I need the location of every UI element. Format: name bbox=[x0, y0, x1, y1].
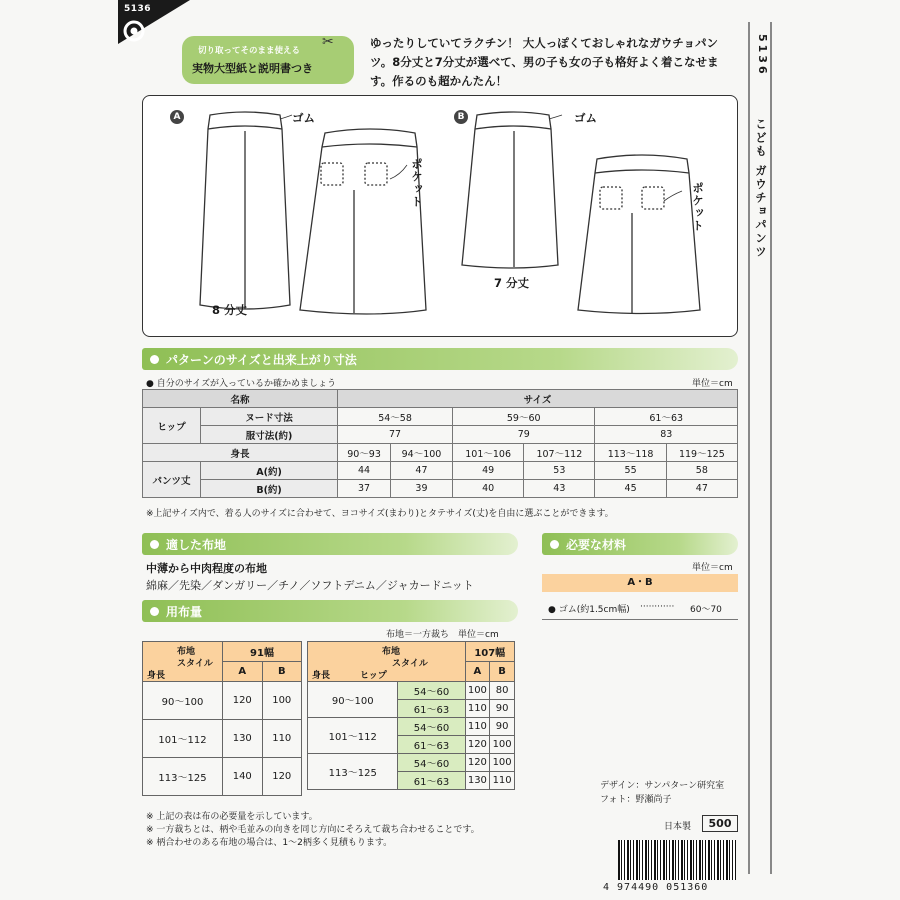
barcode-number: 4 974490 051360 bbox=[603, 882, 709, 893]
table-corner-height: 身長 bbox=[312, 671, 331, 681]
pattern-number: 5136 bbox=[124, 4, 152, 14]
pocket-label-a: ポケット bbox=[410, 158, 424, 208]
table-cell: 45 bbox=[595, 480, 666, 498]
table-cell: 90〜93 bbox=[338, 444, 391, 462]
photo-credit: フォト：野瀬尚子 bbox=[600, 795, 672, 805]
yardage-note: ※ 上記の表は布の必要量を示しています。 bbox=[146, 812, 318, 822]
size-table-b: B(約) bbox=[201, 480, 338, 498]
table-header: A bbox=[223, 662, 263, 682]
table-corner-hip: ヒップ bbox=[360, 671, 387, 681]
fabric-heading: 中薄から中肉程度の布地 bbox=[146, 562, 267, 575]
table-cell: 79 bbox=[453, 426, 595, 444]
table-cell: 54〜60 bbox=[398, 682, 465, 700]
table-cell: 120 bbox=[465, 736, 490, 754]
style-a-badge: A bbox=[170, 110, 184, 124]
table-corner-style: スタイル bbox=[177, 659, 213, 669]
table-cell: 61〜63 bbox=[595, 408, 738, 426]
table-cell: 90〜100 bbox=[308, 682, 398, 718]
brand-logo-icon bbox=[123, 20, 145, 42]
pants-illustrations bbox=[142, 95, 738, 337]
table-cell: 113〜118 bbox=[595, 444, 666, 462]
materials-dots: ············ bbox=[640, 602, 675, 612]
table-header: 107幅 bbox=[465, 642, 514, 662]
table-cell: 40 bbox=[453, 480, 524, 498]
materials-header: A・B bbox=[542, 574, 738, 592]
table-cell: 53 bbox=[524, 462, 595, 480]
table-corner-fabric: 布地 bbox=[382, 647, 401, 657]
table-cell: 59〜60 bbox=[453, 408, 595, 426]
materials-value: 60〜70 bbox=[690, 605, 722, 615]
table-corner-style: スタイル bbox=[392, 659, 428, 669]
size-unit: 単位＝cm bbox=[692, 379, 733, 389]
yardage-table-107 bbox=[307, 641, 515, 790]
table-cell: 58 bbox=[666, 462, 737, 480]
size-table bbox=[142, 389, 738, 498]
table-cell: 90〜100 bbox=[143, 682, 223, 720]
size-table-size: サイズ bbox=[338, 390, 738, 408]
barcode-icon bbox=[618, 840, 736, 880]
table-cell: 120 bbox=[465, 754, 490, 772]
table-cell: 100 bbox=[262, 682, 302, 720]
pocket-label-b: ポケット bbox=[691, 182, 705, 232]
table-cell: 110 bbox=[490, 772, 515, 790]
bullet-dot bbox=[150, 607, 159, 616]
table-header: 91幅 bbox=[223, 642, 302, 662]
intro-text: ゆったりしていてラクチン！ 大人っぽくておしゃれなガウチョパンツ。8分丈と7分丈が選べて、男の子も女の子も格好よく着こなせます。作るのも超かんたん！ bbox=[370, 36, 719, 88]
fabric-list: 綿麻／先染／ダンガリー／チノ／ソフトデニム／ジャカードニット bbox=[146, 579, 474, 592]
elastic-label-a: ゴム bbox=[292, 111, 315, 125]
bullet-dot bbox=[150, 540, 159, 549]
table-header: B bbox=[262, 662, 302, 682]
scissors-icon: ✂ bbox=[322, 34, 334, 50]
materials-item: ● ゴム(約1.5cm幅) bbox=[548, 605, 630, 615]
table-header: B bbox=[490, 662, 515, 682]
made-in: 日本製 bbox=[664, 822, 692, 832]
table-cell: 90 bbox=[490, 718, 515, 736]
table-cell: 101〜106 bbox=[453, 444, 524, 462]
table-cell: 83 bbox=[595, 426, 738, 444]
yardage-note: ※ 一方裁ちとは、柄や毛並みの向きを同じ方向にそろえて裁ち合わせることです。 bbox=[146, 825, 480, 835]
table-header: A bbox=[465, 662, 490, 682]
size-table-hip: ヒップ bbox=[143, 408, 201, 444]
table-cell: 61〜63 bbox=[398, 700, 465, 718]
table-cell: 61〜63 bbox=[398, 736, 465, 754]
bullet-dot bbox=[150, 355, 159, 364]
table-cell: 61〜63 bbox=[398, 772, 465, 790]
size-table-name: 名称 bbox=[143, 390, 338, 408]
table-cell: 119〜125 bbox=[666, 444, 737, 462]
yardage-note: ※ 柄合わせのある布地の場合は、1〜2柄多く見積もります。 bbox=[146, 838, 393, 848]
table-cell: 90 bbox=[490, 700, 515, 718]
table-corner-height: 身長 bbox=[147, 671, 166, 681]
table-corner-fabric: 布地 bbox=[177, 647, 196, 657]
size-table-height: 身長 bbox=[143, 444, 338, 462]
table-cell: 39 bbox=[390, 480, 452, 498]
design-credit: デザイン：サンパターン研究室 bbox=[600, 781, 725, 791]
table-cell: 101〜112 bbox=[143, 720, 223, 758]
spine-number: 5136 bbox=[756, 34, 769, 77]
table-cell: 140 bbox=[223, 758, 263, 796]
table-cell: 130 bbox=[465, 772, 490, 790]
size-table-pants: パンツ丈 bbox=[143, 462, 201, 498]
style-b-badge: B bbox=[454, 110, 468, 124]
materials-unit: 単位＝cm bbox=[692, 563, 733, 573]
table-cell: 77 bbox=[338, 426, 453, 444]
table-cell: 37 bbox=[338, 480, 391, 498]
table-cell: 100 bbox=[490, 754, 515, 772]
table-cell: 47 bbox=[666, 480, 737, 498]
size-table-finished: 服寸法(約) bbox=[201, 426, 338, 444]
table-cell: 44 bbox=[338, 462, 391, 480]
yardage-table-91 bbox=[142, 641, 302, 796]
table-cell: 101〜112 bbox=[308, 718, 398, 754]
price-box: 500 bbox=[702, 815, 738, 832]
table-cell: 100 bbox=[490, 736, 515, 754]
table-cell: 55 bbox=[595, 462, 666, 480]
table-cell: 110 bbox=[465, 718, 490, 736]
table-cell: 110 bbox=[465, 700, 490, 718]
table-cell: 47 bbox=[390, 462, 452, 480]
table-cell: 49 bbox=[453, 462, 524, 480]
table-cell: 43 bbox=[524, 480, 595, 498]
size-table-a: A(約) bbox=[201, 462, 338, 480]
table-cell: 110 bbox=[262, 720, 302, 758]
table-cell: 120 bbox=[223, 682, 263, 720]
table-cell: 54〜60 bbox=[398, 754, 465, 772]
materials-section-title: 必要な材料 bbox=[566, 538, 627, 552]
size-note: ● 自分のサイズが入っているか確かめましょう bbox=[146, 379, 336, 389]
table-corner bbox=[143, 642, 223, 682]
yardage-caption: 布地＝一方裁ち 単位＝cm bbox=[386, 630, 499, 640]
table-cell: 94〜100 bbox=[390, 444, 452, 462]
table-cell: 130 bbox=[223, 720, 263, 758]
table-cell: 80 bbox=[490, 682, 515, 700]
table-cell: 54〜60 bbox=[398, 718, 465, 736]
size-section-title: パターンのサイズと出来上がり寸法 bbox=[166, 353, 357, 367]
size-table-nude: ヌード寸法 bbox=[201, 408, 338, 426]
spine-title: こども ガウチョパンツ bbox=[754, 118, 768, 260]
bullet-dot bbox=[550, 540, 559, 549]
table-cell: 54〜58 bbox=[338, 408, 453, 426]
style-b-length: 7 分丈 bbox=[494, 276, 530, 290]
table-cell: 120 bbox=[262, 758, 302, 796]
elastic-label-b: ゴム bbox=[574, 111, 597, 125]
table-cell: 113〜125 bbox=[143, 758, 223, 796]
size-footnote: ※上記サイズ内で、着る人のサイズに合わせて、ヨコサイズ(まわり)とタテサイズ(丈)を自由に選ぶことができます。 bbox=[146, 509, 614, 519]
table-cell: 113〜125 bbox=[308, 754, 398, 790]
table-corner bbox=[308, 642, 466, 682]
feature-pill-main: 実物大型紙と説明書つき bbox=[192, 62, 313, 75]
feature-pill-sub: 切り取ってそのまま使える bbox=[198, 46, 301, 56]
fabric-section-title: 適した布地 bbox=[166, 538, 227, 552]
table-cell: 100 bbox=[465, 682, 490, 700]
table-cell: 107〜112 bbox=[524, 444, 595, 462]
yardage-section-title: 用布量 bbox=[166, 605, 203, 619]
style-a-length: 8 分丈 bbox=[212, 303, 248, 317]
